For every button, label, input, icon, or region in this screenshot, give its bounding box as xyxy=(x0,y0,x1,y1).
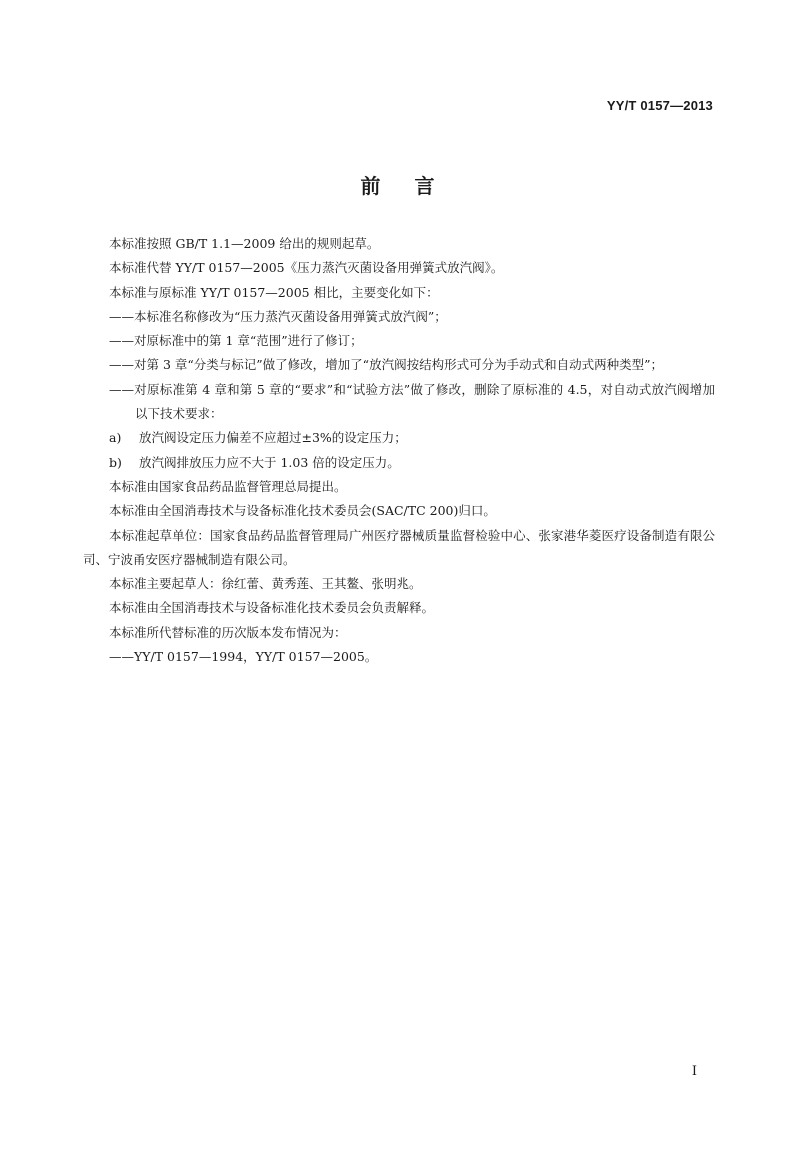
change-item-requirements: ——对原标准第 4 章和第 5 章的“要求”和“试验方法”做了修改，删除了原标准的 4.5，对自动式放汽阀增加以下技术要求： xyxy=(109,381,715,422)
list-label-b: b) xyxy=(109,454,122,470)
list-item-a xyxy=(83,426,715,450)
paragraph-centralized-by: 本标准由全国消毒技术与设备标准化技术委员会(SAC/TC 200)归口。 xyxy=(109,503,496,519)
change-item-classification: ——对第 3 章“分类与标记”做了修改，增加了“放汽阀按结构形式可分为手动式和自动式两种类型”； xyxy=(109,357,663,373)
change-item-name: ——本标准名称修改为“压力蒸汽灭菌设备用弹簧式放汽阀”； xyxy=(109,308,447,324)
paragraph-replaces: 本标准代替 YY/T 0157—2005《压力蒸汽灭菌设备用弹簧式放汽阀》。 xyxy=(109,260,504,276)
paragraph-changes-intro: 本标准与原标准 YY/T 0157—2005 相比，主要变化如下： xyxy=(109,284,439,300)
previous-editions-list: ——YY/T 0157—1994，YY/T 0157—2005。 xyxy=(109,649,378,665)
paragraph-previous-editions: 本标准所代替标准的历次版本发布情况为： xyxy=(109,624,347,640)
paragraph-drafters: 本标准主要起草人：徐红蕾、黄秀莲、王其鳌、张明兆。 xyxy=(109,576,422,592)
list-label-a: a) xyxy=(109,430,122,446)
paragraph-proposed-by: 本标准由国家食品药品监督管理总局提出。 xyxy=(109,478,347,494)
paragraph-drafting-units: 本标准起草单位：国家食品药品监督管理局广州医疗器械质量监督检验中心、张家港华菱医疗设备制造有限公司、宁波甬安医疗器械制造有限公司。 xyxy=(83,527,715,567)
foreword-body xyxy=(83,232,715,669)
change-item-scope: ——对原标准中的第 1 章“范围”进行了修订； xyxy=(109,333,363,349)
list-text-a: 放汽阀设定压力偏差不应超过±3%的设定压力； xyxy=(139,430,407,446)
list-text-b: 放汽阀排放压力应不大于 1.03 倍的设定压力。 xyxy=(139,454,400,470)
paragraph-drafting-rules: 本标准按照 GB/T 1.1—2009 给出的规则起草。 xyxy=(109,236,380,251)
page-number: I xyxy=(691,1064,697,1079)
page-title: 前言 xyxy=(360,174,469,198)
list-item-b xyxy=(83,451,715,475)
paragraph-interpretation: 本标准由全国消毒技术与设备标准化技术委员会负责解释。 xyxy=(109,600,435,616)
standard-code: YY/T 0157—2013 xyxy=(606,98,713,113)
